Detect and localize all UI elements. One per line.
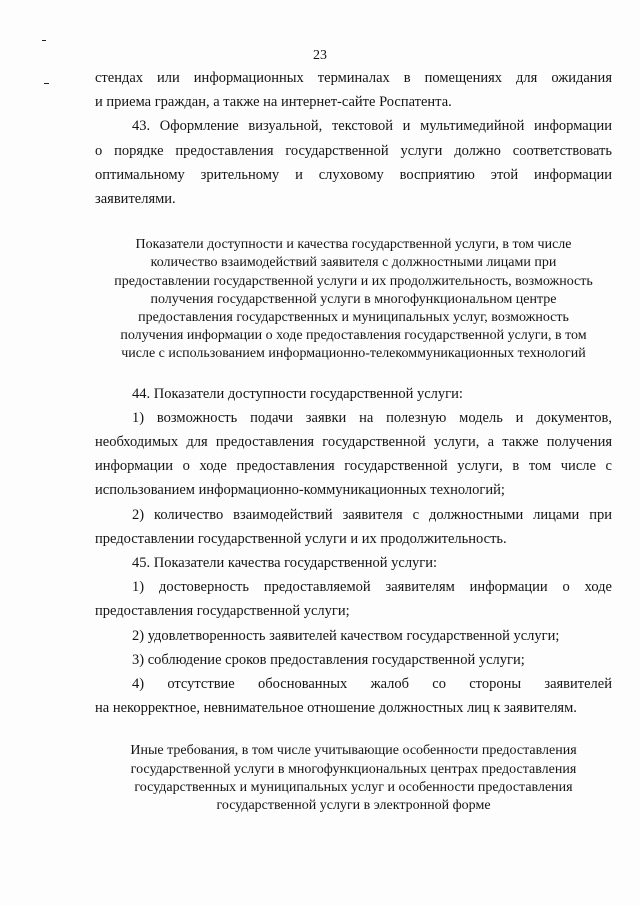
text-line: 1) достоверность предоставляемой заявителям информации о ходе bbox=[132, 579, 612, 596]
heading-line: государственных и муниципальных услуг и особенности предоставления bbox=[134, 779, 573, 795]
spacer bbox=[95, 364, 612, 382]
text-line: 45. Показатели качества государственной услуги: bbox=[132, 555, 438, 572]
heading-line: предоставления государственных и муниципальных услуг, возможность bbox=[138, 310, 569, 326]
text-line: 2) удовлетворенность заявителей качеством государственной услуги; bbox=[132, 627, 560, 644]
text-line: предоставления государственной услуги; bbox=[95, 603, 350, 620]
paragraph-p44-1 bbox=[95, 406, 612, 503]
paragraph-p-cont bbox=[95, 66, 612, 114]
text-line: использованием информационно-коммуникационных технологий; bbox=[95, 482, 505, 499]
section-heading bbox=[95, 236, 612, 363]
text-line: стендах или информационных терминалах в помещениях для ожидания bbox=[95, 70, 612, 86]
text-line: необходимых для предоставления государственной услуги, а также получения bbox=[95, 434, 612, 451]
heading-line: количество взаимодействий заявителя с должностными лицами при bbox=[150, 255, 557, 271]
text-line: информации о ходе предоставления государственной услуги, в том числе с bbox=[95, 458, 612, 475]
paragraph-p44-2 bbox=[95, 503, 612, 551]
heading-line: государственной услуги в многофункциональных центрах предоставления bbox=[130, 761, 577, 777]
text-line: предоставлении государственной услуги и их продолжительность. bbox=[95, 530, 507, 547]
document-body bbox=[95, 66, 612, 815]
paragraph-p44 bbox=[95, 382, 612, 406]
paragraph-p45-3 bbox=[95, 648, 612, 672]
text-line: 43. Оформление визуальной, текстовой и мультимедийной информации bbox=[132, 118, 612, 135]
text-line: 1) возможность подачи заявки на полезную модель и документов, bbox=[132, 409, 612, 426]
paragraph-p43 bbox=[95, 114, 612, 211]
text-line: на некорректное, невнимательное отношение должностных лиц к заявителям. bbox=[95, 700, 577, 717]
heading-line: предоставлении государственной услуги и их продолжительность, возможность bbox=[114, 273, 593, 289]
text-line: 2) количество взаимодействий заявителя с должностными лицами при bbox=[132, 506, 612, 523]
paragraph-p45-2 bbox=[95, 624, 612, 648]
text-line: 3) соблюдение сроков предоставления государственной услуги; bbox=[132, 651, 525, 668]
text-line: оптимальному зрительному и слуховому восприятию этой информации bbox=[95, 166, 612, 183]
page-number: 23 bbox=[313, 48, 327, 63]
text-line: заявителями. bbox=[95, 191, 176, 208]
paragraph-p45-1 bbox=[95, 575, 612, 623]
heading-line: государственной услуги в электронной форме bbox=[216, 798, 491, 814]
text-line: 44. Показатели доступности государственной услуги: bbox=[132, 385, 463, 402]
scan-mark bbox=[44, 83, 49, 84]
text-line: и приема граждан, а также на интернет-сайте Роспатента. bbox=[95, 94, 452, 111]
text-line: о порядке предоставления государственной услуги должно соответствовать bbox=[95, 142, 612, 159]
heading-line: числе с использованием информационно-телекоммуникационных технологий bbox=[121, 346, 586, 362]
section-heading bbox=[95, 742, 612, 815]
heading-line: Показатели доступности и качества государственной услуги, в том числе bbox=[135, 237, 572, 253]
scan-mark bbox=[42, 40, 46, 41]
text-line: 4) отсутствие обоснованных жалоб со стороны заявителей bbox=[132, 676, 612, 693]
heading-line: получения информации о ходе предоставления государственной услуги, в том bbox=[120, 328, 587, 344]
heading-line: получения государственной услуги в многофункциональном центре bbox=[150, 291, 557, 307]
heading-line: Иные требования, в том числе учитывающие особенности предоставления bbox=[130, 743, 577, 759]
paragraph-p45 bbox=[95, 551, 612, 575]
paragraph-p45-4 bbox=[95, 672, 612, 720]
